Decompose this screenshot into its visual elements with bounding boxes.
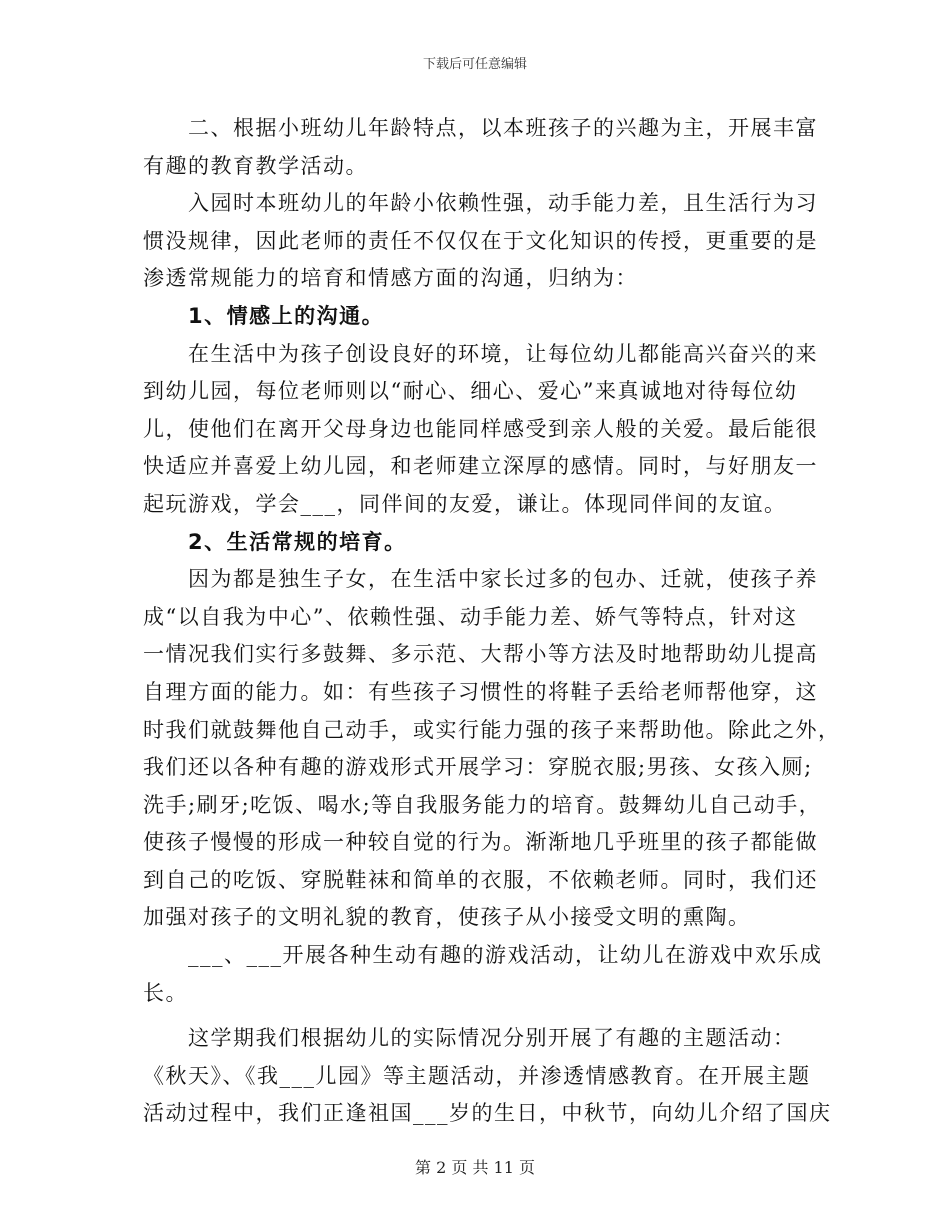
- paragraph-line: 长。: [143, 980, 188, 1005]
- paragraph-line: 成“以自我为中心”、依赖性强、动手能力差、娇气等特点，针对这: [143, 604, 798, 629]
- paragraph-line: 一情况我们实行多鼓舞、多示范、大帮小等方法及时地帮助幼儿提高: [143, 642, 818, 667]
- section-heading: 1、情感上的沟通。: [188, 303, 385, 328]
- paragraph-line: 使孩子慢慢的形成一种较自觉的行为。渐渐地几乎班里的孩子都能做: [143, 830, 818, 855]
- paragraph-line: 到自己的吃饭、穿脱鞋袜和简单的衣服，不依赖老师。同时，我们还: [143, 867, 818, 892]
- paragraph-line: 渗透常规能力的培育和情感方面的沟通，归纳为：: [143, 266, 638, 291]
- document-body: [143, 110, 841, 1133]
- paragraph-line: 快适应并喜爱上幼儿园，和老师建立深厚的感情。同时，与好朋友一: [143, 454, 818, 479]
- paragraph-line: 我们还以各种有趣的游戏形式开展学习：穿脱衣服;男孩、女孩入厕;: [143, 755, 813, 780]
- paragraph-line: 有趣的教育教学活动。: [143, 153, 368, 178]
- paragraph-line: 起玩游戏，学会___，同伴间的友爱，谦让。体现同伴间的友谊。: [143, 491, 787, 516]
- paragraph-line: 加强对孩子的文明礼貌的教育，使孩子从小接受文明的熏陶。: [143, 905, 751, 930]
- paragraph-line: 儿，使他们在离开父母身边也能同样感受到亲人般的关爱。最后能很: [143, 416, 818, 441]
- paragraph-line: 到幼儿园，每位老师则以“耐心、细心、爱心”来真诚地对待每位幼: [143, 379, 798, 404]
- paragraph-line: 自理方面的能力。如：有些孩子习惯性的将鞋子丢给老师帮他穿，这: [143, 679, 818, 704]
- paragraph-line: ___、___开展各种生动有趣的游戏活动，让幼儿在游戏中欢乐成: [188, 943, 823, 968]
- paragraph-line: 惯没规律，因此老师的责任不仅仅在于文化知识的传授，更重要的是: [143, 228, 818, 253]
- paragraph-line: 二、根据小班幼儿年龄特点，以本班孩子的兴趣为主，开展丰富: [188, 116, 818, 140]
- page-header: 下载后可任意编辑: [422, 57, 527, 72]
- paragraph-line: 活动过程中，我们正逢祖国___岁的生日，中秋节，向幼儿介绍了国庆: [143, 1101, 832, 1126]
- section-heading: 2、生活常规的培育。: [188, 529, 407, 554]
- paragraph-line: 洗手;刷牙;吃饭、喝水;等自我服务能力的培育。鼓舞幼儿自己动手，: [143, 792, 822, 817]
- paragraph-line: 《秋天》、《我___儿园》等主题活动，并渗透情感教育。在开展主题: [143, 1063, 811, 1088]
- paragraph-line: 时我们就鼓舞他自己动手，或实行能力强的孩子来帮助他。除此之外，: [143, 717, 841, 742]
- paragraph-line: 因为都是独生子女，在生活中家长过多的包办、迁就，使孩子养: [188, 567, 818, 592]
- paragraph-line: 这学期我们根据幼儿的实际情况分别开展了有趣的主题活动：: [188, 1026, 796, 1051]
- paragraph-line: 在生活中为孩子创设良好的环境，让每位幼儿都能高兴奋兴的来: [188, 341, 818, 366]
- page-number: 第 2 页 共 11 页: [415, 1158, 535, 1177]
- paragraph-line: 入园时本班幼儿的年龄小依赖性强，动手能力差，且生活行为习: [188, 191, 818, 216]
